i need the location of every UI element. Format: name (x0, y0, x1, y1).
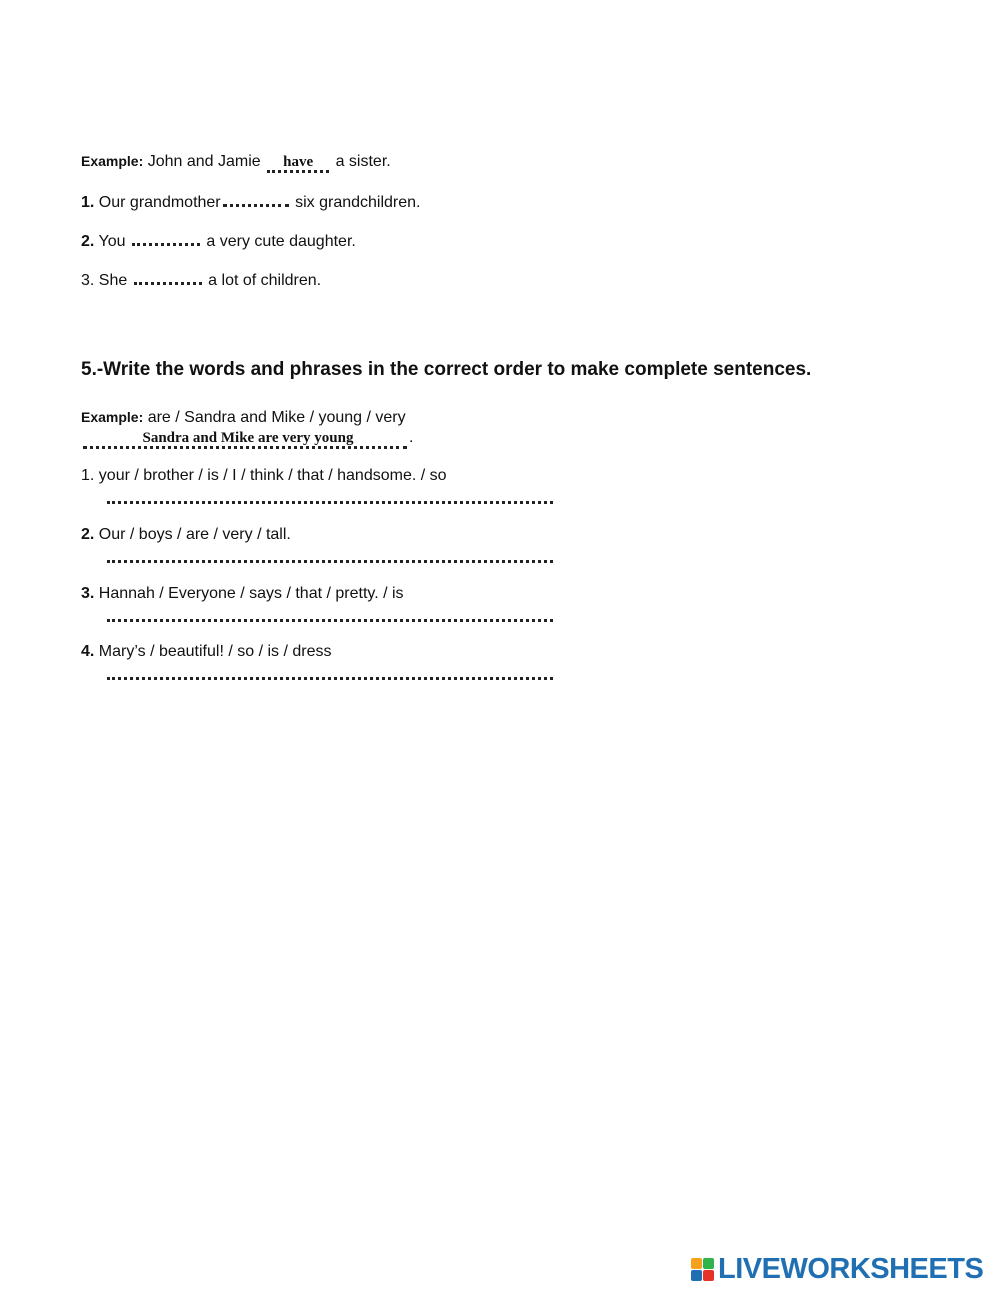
example-end: . (409, 429, 414, 446)
fill-blank-input[interactable] (132, 229, 200, 246)
fill-item-2 (81, 229, 356, 252)
item-after: a very cute daughter. (206, 233, 356, 250)
item-number: 1. (81, 194, 95, 211)
answer-input[interactable] (107, 497, 553, 504)
item-before: You (98, 233, 126, 250)
example-answer: Sandra and Mike are very young (83, 430, 407, 449)
item-words: Mary’s / beautiful! / so / is / dress (98, 643, 332, 660)
fill-item-1 (81, 190, 421, 213)
item-words: Hannah / Everyone / says / that / pretty. / is (98, 585, 404, 602)
example-sentence (81, 151, 391, 173)
answer-input[interactable] (107, 556, 553, 563)
item-number: 2. (81, 233, 95, 250)
fill-item-3 (81, 268, 321, 291)
example-label: Example: (81, 409, 144, 425)
answer-input[interactable] (107, 615, 553, 622)
item-before: She (98, 272, 128, 289)
item-number: 3. (81, 272, 95, 289)
fill-blank-input[interactable] (134, 268, 202, 285)
liveworksheets-logo (691, 1254, 983, 1284)
example-after: a sister. (335, 153, 391, 170)
order-item-2 (81, 525, 291, 545)
item-number: 1. (81, 467, 95, 484)
item-words: your / brother / is / I / think / that / handsome. / so (98, 467, 447, 484)
item-after: six grandchildren. (295, 194, 421, 211)
section-5-heading: 5.-Write the words and phrases in the correct order to make complete sentences. (81, 359, 812, 380)
item-number: 4. (81, 643, 95, 660)
logo-text: LIVEWORKSHEETS (718, 1252, 984, 1285)
order-item-4 (81, 642, 331, 662)
item-number: 3. (81, 585, 95, 602)
fill-blank-input[interactable] (223, 190, 289, 207)
item-before: Our grandmother (98, 194, 221, 211)
answer-input[interactable] (107, 673, 553, 680)
order-item-1 (81, 466, 447, 486)
order-item-3 (81, 584, 404, 604)
logo-squares-icon (691, 1258, 714, 1281)
item-words: Our / boys / are / very / tall. (98, 526, 291, 543)
item-after: a lot of children. (208, 272, 322, 289)
example-label: Example: (81, 153, 144, 169)
order-example (81, 407, 406, 428)
example-words: are / Sandra and Mike / young / very (147, 409, 406, 426)
example-before: John and Jamie (147, 153, 261, 170)
example-answer: have (267, 154, 329, 173)
order-example-answer-line (81, 428, 413, 449)
item-number: 2. (81, 526, 95, 543)
